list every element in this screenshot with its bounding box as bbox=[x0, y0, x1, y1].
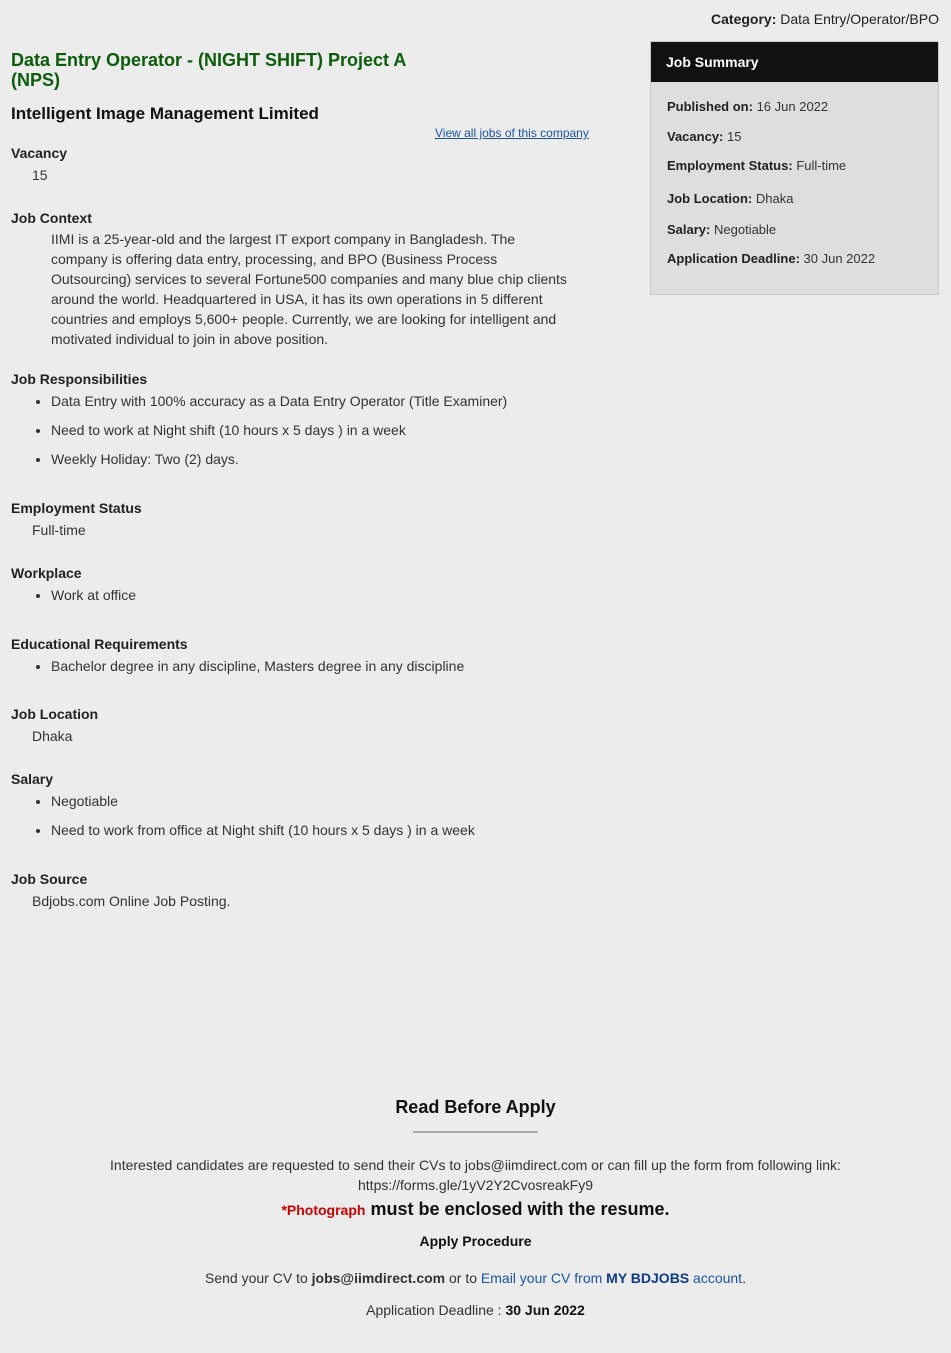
email-cv-link[interactable] bbox=[481, 1270, 742, 1286]
deadline-label: Application Deadline : bbox=[366, 1302, 502, 1318]
section-heading: Job Source bbox=[11, 871, 88, 887]
responsibilities-list bbox=[11, 393, 611, 467]
my-bdjobs-text: MY BDJOBS bbox=[606, 1270, 690, 1286]
email-cv-from-text: Email your CV from bbox=[480, 1270, 603, 1286]
salary-section bbox=[11, 771, 611, 851]
summary-label: Vacancy: bbox=[667, 129, 724, 144]
summary-label: Application Deadline: bbox=[667, 251, 800, 266]
summary-value: 30 Jun 2022 bbox=[803, 251, 876, 266]
application-deadline bbox=[0, 1302, 951, 1318]
salary-list bbox=[11, 793, 611, 838]
apply-instructions bbox=[60, 1155, 891, 1195]
education-section bbox=[11, 636, 611, 687]
summary-vacancy bbox=[667, 129, 741, 144]
apply-procedure-heading: Apply Procedure bbox=[419, 1233, 532, 1249]
summary-label: Employment Status: bbox=[667, 158, 793, 173]
job-location-value: Dhaka bbox=[32, 728, 73, 744]
summary-deadline bbox=[667, 251, 875, 266]
send-cv-prefix: Send your CV to bbox=[205, 1270, 308, 1286]
workplace-list bbox=[11, 587, 611, 603]
summary-value: Negotiable bbox=[714, 222, 777, 237]
workplace-section bbox=[11, 565, 611, 616]
photo-required-label: *Photograph bbox=[281, 1202, 366, 1218]
photo-required-text: must be enclosed with the resume. bbox=[370, 1199, 670, 1219]
category-value: Data Entry/Operator/BPO bbox=[780, 11, 939, 27]
list-item: • Bachelor degree in any discipline, Masters degree in any discipline bbox=[51, 658, 611, 674]
send-cv-line: Send your CV to jobs@iimdirect.com or to Email your CV from MY BDJOBS account. bbox=[205, 1270, 746, 1286]
section-heading: Vacancy bbox=[11, 145, 68, 161]
job-context-section bbox=[11, 210, 611, 349]
section-heading: Workplace bbox=[11, 565, 82, 581]
vacancy-value: 15 bbox=[32, 167, 48, 183]
photo-requirement bbox=[0, 1199, 951, 1220]
employment-status-value: Full-time bbox=[32, 522, 86, 538]
responsibilities-section bbox=[11, 371, 611, 480]
job-source-value: Bdjobs.com Online Job Posting. bbox=[32, 893, 231, 909]
job-title: Data Entry Operator - (NIGHT SHIFT) Project A (NPS) bbox=[11, 50, 406, 90]
account-text: account bbox=[693, 1270, 743, 1286]
summary-value: Full-time bbox=[796, 158, 847, 173]
summary-location bbox=[667, 191, 793, 206]
job-summary-heading: Job Summary bbox=[651, 42, 938, 82]
section-heading: Job Context bbox=[11, 210, 92, 226]
apply-email: jobs@iimdirect.com bbox=[311, 1270, 446, 1286]
summary-salary bbox=[667, 222, 776, 237]
list-item: • Data Entry with 100% accuracy as a Data Entry Operator (Title Examiner) bbox=[51, 393, 611, 409]
education-list bbox=[11, 658, 611, 674]
or-to-text: or to bbox=[449, 1270, 478, 1286]
employment-status-section bbox=[11, 500, 611, 538]
list-item: • Need to work from office at Night shift (10 hours x 5 days ) in a week bbox=[51, 822, 611, 838]
section-heading: Job Location bbox=[11, 706, 99, 722]
list-item: • Negotiable bbox=[51, 793, 611, 809]
instructions-text: Interested candidates are requested to send their CVs to jobs@iimdirect.com or can fill up the form from following link: bbox=[110, 1157, 841, 1173]
section-heading: Educational Requirements bbox=[11, 636, 188, 652]
job-source-section bbox=[11, 871, 611, 909]
summary-label: Salary: bbox=[667, 222, 711, 237]
divider bbox=[413, 1131, 538, 1133]
list-item: • Need to work at Night shift (10 hours x 5 days ) in a week bbox=[51, 422, 611, 438]
vacancy-section bbox=[11, 145, 611, 183]
section-heading: Employment Status bbox=[11, 500, 142, 516]
view-all-jobs-link[interactable]: View all jobs of this company bbox=[435, 126, 589, 140]
job-context-text: IIMI is a 25-year-old and the largest IT export company in Bangladesh. The company is offering data entry, processing, and BPO (Business Process Outsourcing) services to several Fortune500 companies and many blue chip clients around the world. Headquartered in USA, it has its own operations in 5 different countries and employs 5,600+ people. Currently, we are looking for intelligent and motivated individual to join in above position. bbox=[51, 231, 567, 347]
company-name: Intelligent Image Management Limited bbox=[11, 104, 319, 123]
section-heading: Job Responsibilities bbox=[11, 371, 148, 387]
form-link-text: https://forms.gle/1yV2Y2CvosreakFy9 bbox=[358, 1177, 593, 1193]
summary-published bbox=[667, 99, 828, 114]
deadline-value: 30 Jun 2022 bbox=[505, 1302, 585, 1318]
summary-employment bbox=[667, 158, 846, 173]
read-before-apply bbox=[0, 1097, 951, 1133]
section-heading: Salary bbox=[11, 771, 54, 787]
list-item: • Work at office bbox=[51, 587, 611, 603]
read-before-apply-heading: Read Before Apply bbox=[395, 1097, 556, 1117]
category-label: Category: bbox=[711, 11, 777, 27]
list-item: • Weekly Holiday: Two (2) days. bbox=[51, 451, 611, 467]
job-summary-panel bbox=[650, 41, 939, 295]
summary-value: 16 Jun 2022 bbox=[756, 99, 829, 114]
summary-value: Dhaka bbox=[755, 191, 794, 206]
summary-label: Published on: bbox=[667, 99, 753, 114]
job-location-section bbox=[11, 706, 611, 744]
summary-label: Job Location: bbox=[667, 191, 753, 206]
category bbox=[711, 11, 939, 27]
summary-value: 15 bbox=[727, 129, 742, 144]
